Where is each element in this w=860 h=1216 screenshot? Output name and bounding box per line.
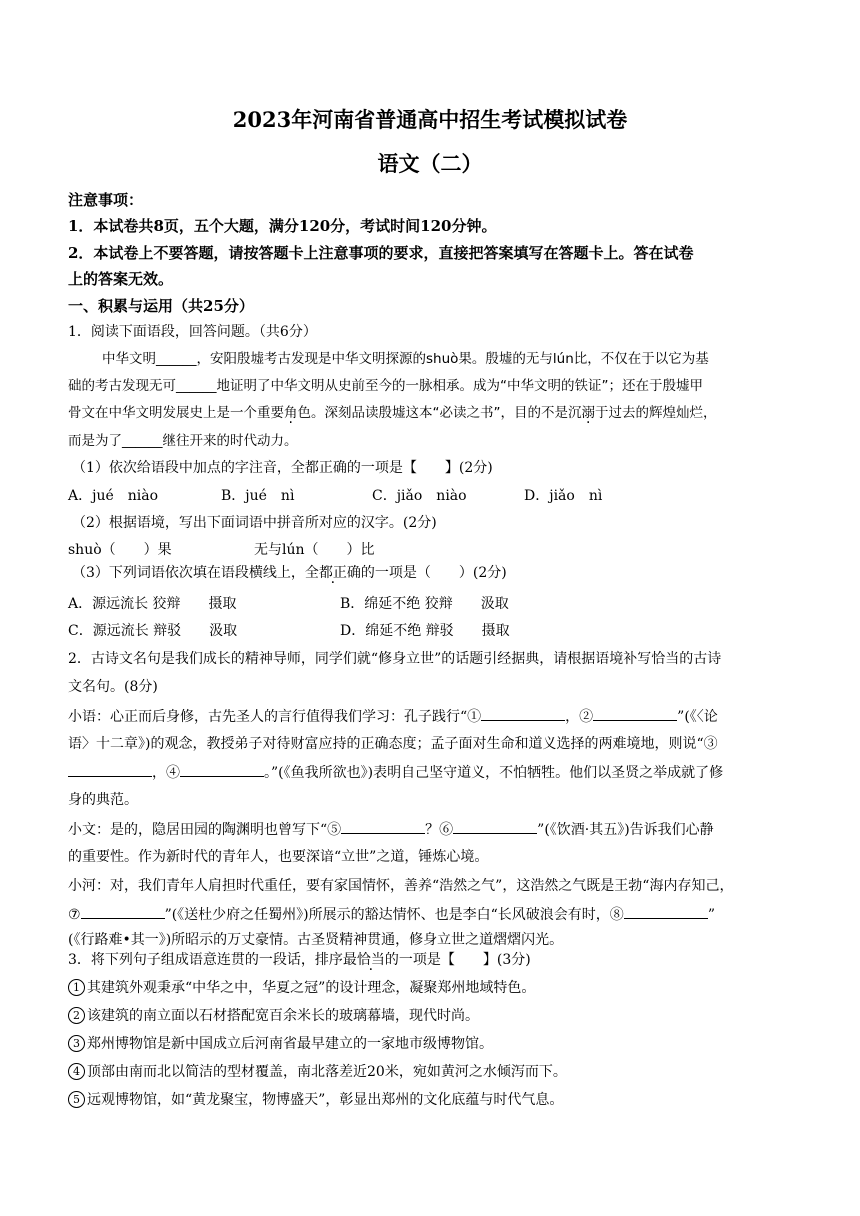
exam-subtitle: 语文（二） <box>377 151 483 176</box>
sentence-text: 郑州博物馆是新中国成立后河南省最早建立的一家地市级博物馆。 <box>87 1036 493 1052</box>
q1-passage-line-3 <box>68 403 717 423</box>
sentence-text: 该建筑的南立面以石材搭配宽百余米长的玻璃幕墙，现代时尚。 <box>87 1008 479 1024</box>
q3-sentence-3 <box>68 1034 493 1054</box>
passage-text: 色。深刻品读殷墟这本“必读之书”，目的不是沉 <box>297 405 582 421</box>
dialog-text: ” <box>707 907 715 923</box>
pinyin-shuo: shuò（ ）果 <box>68 542 172 558</box>
stem-text: 3．将下列句子组成语意连贯的一段话，排序最 <box>68 952 357 968</box>
option-c: C．源远流长 辩驳 汲取 <box>68 623 238 639</box>
q3-stem <box>68 950 531 970</box>
option-a: A．jué niào <box>68 488 159 504</box>
circled-number: 3 <box>68 1035 85 1052</box>
q1-stem: 1．阅读下面语段，回答问题。（共6分） <box>68 324 317 340</box>
passage-text: 于过去的辉煌灿烂， <box>595 405 717 421</box>
stem-text: 的一项是【 】(3分) <box>384 952 531 968</box>
q1-sub1-stem: （1）依次给语段中加点的字注音，全都正确的一项是【 】(2分) <box>72 460 493 476</box>
sentence-text: 其建筑外观秉承“中华之中，华夏之冠”的设计理念，凝聚郑州地域特色。 <box>87 980 536 996</box>
answer-blank-7 <box>81 904 165 919</box>
passage-text: 骨文在中华文明发展史上是一个重要 <box>68 405 284 421</box>
circled-number: 1 <box>68 979 85 996</box>
q3-sentence-2 <box>68 1006 479 1026</box>
notice-item-2-cont: 上的答案无效。 <box>68 270 174 288</box>
pinyin-lun: 无与lún（ ）比 <box>254 542 375 558</box>
q2-stem: 2．古诗文名句是我们成长的精神导师，同学们就“修身立世”的话题引经据典，请根据语境补写恰当的古诗 <box>68 651 722 667</box>
dialog-text: ”(《饮酒·其五》)告诉我们心静 <box>537 822 714 838</box>
circled-number: 5 <box>68 1091 85 1108</box>
notice-item-1: 1．本试卷共8页，五个大题，满分120分，考试时间120分钟。 <box>68 217 497 235</box>
q2-xiaohe-line-2 <box>68 904 715 925</box>
dialog-text: 小文：是的，隐居田园的陶渊明也曾写下“⑤ <box>68 822 342 838</box>
q2-xiaowen-line-2: 的重要性。作为新时代的青年人，也要深谙“立世”之道，锤炼心境。 <box>68 849 489 865</box>
dotted-phrase: 全都正确 <box>304 565 361 581</box>
q2-xiaowen-line-1 <box>68 819 714 840</box>
q2-xiaohe-line-3: (《行路难•其一》)所昭示的万丈豪情。古圣贤精神贯通，修身立世之道熠熠闪光。 <box>68 932 564 948</box>
dialog-text: ”(《〈论 <box>677 709 718 725</box>
q2-xiaohe-line-1: 小河：对，我们青年人肩担时代重任，要有家国情怀，善养“浩然之气”，这浩然之气既是王勃“海内存知己， <box>68 878 734 894</box>
option-c: C．jiǎo niào <box>372 488 467 504</box>
q2-xiaoyu-line-2: 语〉十二章》)的观念，教授弟子对待财富应持的正确态度；孟子面对生命和道义选择的两难境地，则说“③ <box>68 736 718 752</box>
answer-blank-3 <box>68 762 152 777</box>
exam-title: 2023年河南省普通高中招生考试模拟试卷 <box>232 107 628 132</box>
q1-sub3-stem <box>72 563 507 583</box>
q3-sentence-4 <box>68 1062 567 1082</box>
dialog-text: 。”(《鱼我所欲也》)表明自己坚守道义，不怕牺牲。他们以圣贤之举成就了修 <box>264 765 724 781</box>
q2-xiaoyu-line-4: 身的典范。 <box>68 792 138 808</box>
circled-number: 4 <box>68 1063 85 1080</box>
q2-stem-cont: 文名句。(8分) <box>68 679 158 695</box>
option-a: A．源远流长 狡辩 摄取 <box>68 596 237 612</box>
notice-heading: 注意事项： <box>68 191 144 209</box>
q3-sentence-1 <box>68 978 535 998</box>
answer-blank-2 <box>593 706 677 721</box>
stem-text: 的一项是（ ）(2分) <box>360 565 507 581</box>
q2-xiaoyu-line-3 <box>68 762 723 783</box>
stem-text: （3）下列词语依次填在语段横线上， <box>72 565 305 581</box>
sentence-text: 顶部由南而北以简洁的型材覆盖，南北落差近20米，宛如黄河之水倾泻而下。 <box>87 1064 567 1080</box>
q2-xiaoyu-line-1 <box>68 706 718 727</box>
dotted-char-ni: 溺 <box>581 405 595 421</box>
answer-blank-5 <box>341 819 425 834</box>
option-d: D．绵延不绝 辩驳 摄取 <box>340 623 510 639</box>
answer-blank-6 <box>453 819 537 834</box>
q1-passage-line-1: 中华文明______，安阳殷墟考古发现是中华文明探源的shuò果。殷墟的无与lún比，不仅在于以它为基 <box>102 351 709 367</box>
q1-passage-line-2: 础的考古发现无可______地证明了中华文明从史前至今的一脉相承。成为“中华文明的铁证”；还在于殷墟甲 <box>68 378 703 394</box>
option-b: B．jué nì <box>221 488 295 504</box>
dialog-text: ，② <box>565 709 594 725</box>
dialog-text: ，④ <box>152 765 180 781</box>
q1-sub2-stem: （2）根据语境，写出下面词语中拼音所对应的汉字。(2分) <box>72 515 437 531</box>
dialog-text: ”(《送杜少府之任蜀州》)所展示的豁达情怀、也是李白“长风破浪会有时，⑧ <box>164 907 624 923</box>
dotted-phrase: 恰当 <box>356 952 385 968</box>
section-1-heading: 一、积累与运用（共25分） <box>68 297 254 315</box>
dialog-text: 小语：心正而后身修，古先圣人的言行值得我们学习：孔子践行“① <box>68 709 482 725</box>
answer-blank-4 <box>180 762 264 777</box>
sentence-text: 远观博物馆，如“黄龙聚宝，物博盛天”，彰显出郑州的文化底蕴与时代气息。 <box>87 1092 564 1108</box>
dotted-char-jue: 角 <box>284 405 298 421</box>
q3-sentence-5 <box>68 1090 563 1110</box>
answer-blank-8 <box>624 904 708 919</box>
dialog-text: ？⑥ <box>425 822 454 838</box>
dialog-text: ⑦ <box>68 907 81 923</box>
q1-passage-line-4: 而是为了______继往开来的时代动力。 <box>68 433 298 449</box>
option-d: D．jiǎo nì <box>524 488 603 504</box>
circled-number: 2 <box>68 1007 85 1024</box>
answer-blank-1 <box>481 706 565 721</box>
option-b: B．绵延不绝 狡辩 汲取 <box>340 596 509 612</box>
notice-item-2: 2．本试卷上不要答题，请按答题卡上注意事项的要求，直接把答案填写在答题卡上。答在试卷 <box>68 244 694 262</box>
